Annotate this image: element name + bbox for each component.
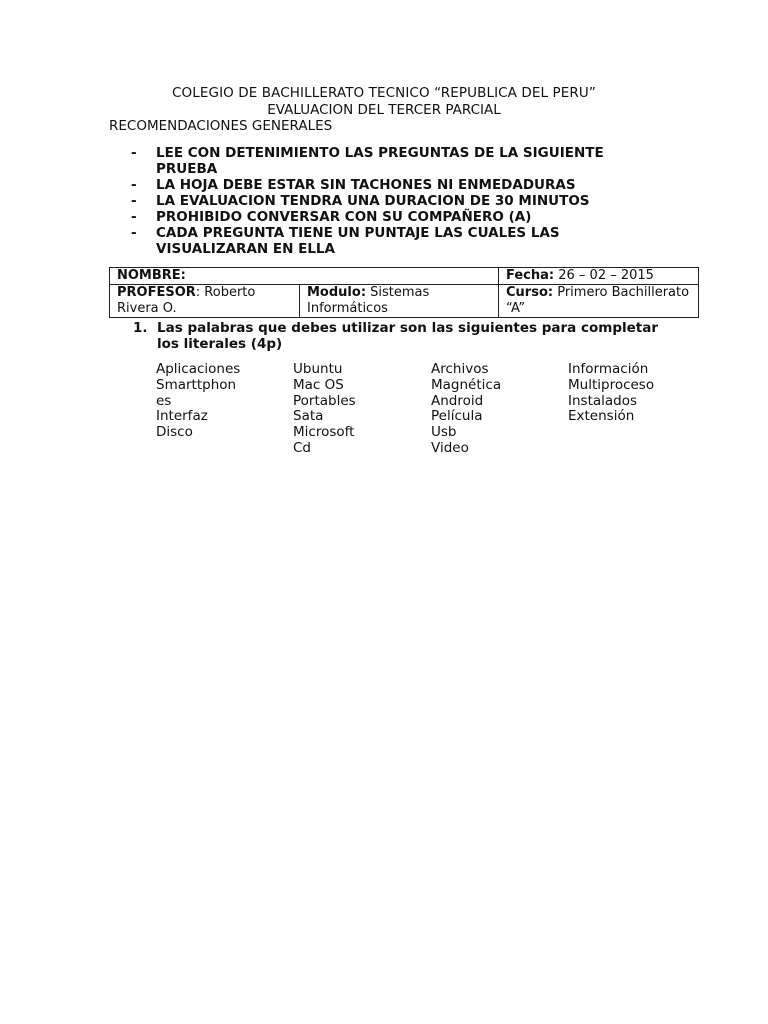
modulo-value: Sistemas Informáticos	[307, 285, 430, 316]
school-title: COLEGIO DE BACHILLERATO TECNICO “REPUBLICA DEL PERU”	[172, 85, 596, 101]
list-item	[131, 193, 651, 209]
list-item	[131, 209, 651, 225]
fecha-value: 26 – 02 – 2015	[554, 268, 654, 283]
word-item: Extensión	[568, 408, 635, 425]
exam-title: EVALUACION DEL TERCER PARCIAL	[267, 102, 501, 118]
word-item: Microsoft	[293, 424, 355, 441]
word-item: Portables	[293, 392, 356, 409]
word-column-2	[293, 362, 356, 457]
word-item: Disco	[156, 424, 193, 441]
list-item	[131, 145, 651, 177]
curso-value: Primero Bachillerato “A”	[506, 285, 690, 316]
word-item: Smarttphon	[156, 376, 237, 393]
word-item: Interfaz	[156, 408, 208, 425]
bullet-dash: -	[131, 193, 137, 209]
word-item: Cd	[293, 439, 311, 456]
curso-label: Curso:	[506, 285, 554, 300]
recommendation-text: CADA PREGUNTA TIENE UN PUNTAJE LAS CUALES LAS VISUALIZARAN EN ELLA	[156, 225, 560, 257]
list-item	[131, 177, 651, 193]
student-info-table	[109, 267, 699, 318]
recommendations-list	[131, 145, 651, 257]
profesor-label: PROFESOR	[117, 285, 196, 300]
word-item: Usb	[431, 424, 457, 441]
word-item: Información	[568, 361, 649, 377]
word-column-1	[156, 362, 240, 441]
word-item: Aplicaciones	[156, 361, 241, 377]
modulo-label: Modulo:	[307, 285, 367, 300]
curso-cell	[499, 285, 699, 318]
word-item: Mac OS	[293, 376, 344, 393]
word-column-3	[431, 362, 501, 457]
nombre-label: NOMBRE:	[117, 268, 186, 283]
word-item: Android	[431, 392, 484, 409]
modulo-cell	[300, 285, 499, 318]
list-item	[131, 225, 651, 257]
fecha-cell	[499, 268, 699, 285]
word-item: Video	[431, 439, 469, 456]
word-item: Instalados	[568, 392, 638, 409]
bullet-dash: -	[131, 177, 137, 193]
word-item: Película	[431, 408, 483, 425]
recommendation-text: LA HOJA DEBE ESTAR SIN TACHONES NI ENMEDADURAS	[156, 177, 576, 193]
word-item: Multiproceso	[568, 376, 655, 393]
recommendations-title: RECOMENDACIONES GENERALES	[109, 118, 333, 134]
table-row	[110, 285, 699, 318]
bullet-dash: -	[131, 209, 137, 225]
question-text: Las palabras que debes utilizar son las siguientes para completar los literales (4p)	[157, 320, 658, 352]
bullet-dash: -	[131, 145, 137, 161]
fecha-label: Fecha:	[506, 268, 555, 283]
recommendation-text: LA EVALUACION TENDRA UNA DURACION DE 30 MINUTOS	[156, 193, 590, 209]
nombre-cell[interactable]	[110, 268, 499, 285]
word-item: Ubuntu	[293, 361, 343, 377]
word-item: Archivos	[431, 361, 489, 377]
word-item: es	[156, 392, 172, 409]
profesor-value: : Roberto Rivera O.	[117, 285, 256, 316]
word-column-4	[568, 362, 654, 425]
table-row	[110, 268, 699, 285]
recommendation-text: PROHIBIDO CONVERSAR CON SU COMPAÑERO (A)	[156, 209, 532, 225]
recommendation-text: LEE CON DETENIMIENTO LAS PREGUNTAS DE LA SIGUIENTE PRUEBA	[156, 145, 604, 177]
bullet-dash: -	[131, 225, 137, 241]
word-item: Sata	[293, 408, 324, 425]
word-item: Magnética	[431, 376, 502, 393]
question-1	[133, 320, 658, 352]
profesor-cell	[110, 285, 300, 318]
question-number: 1.	[133, 320, 148, 336]
